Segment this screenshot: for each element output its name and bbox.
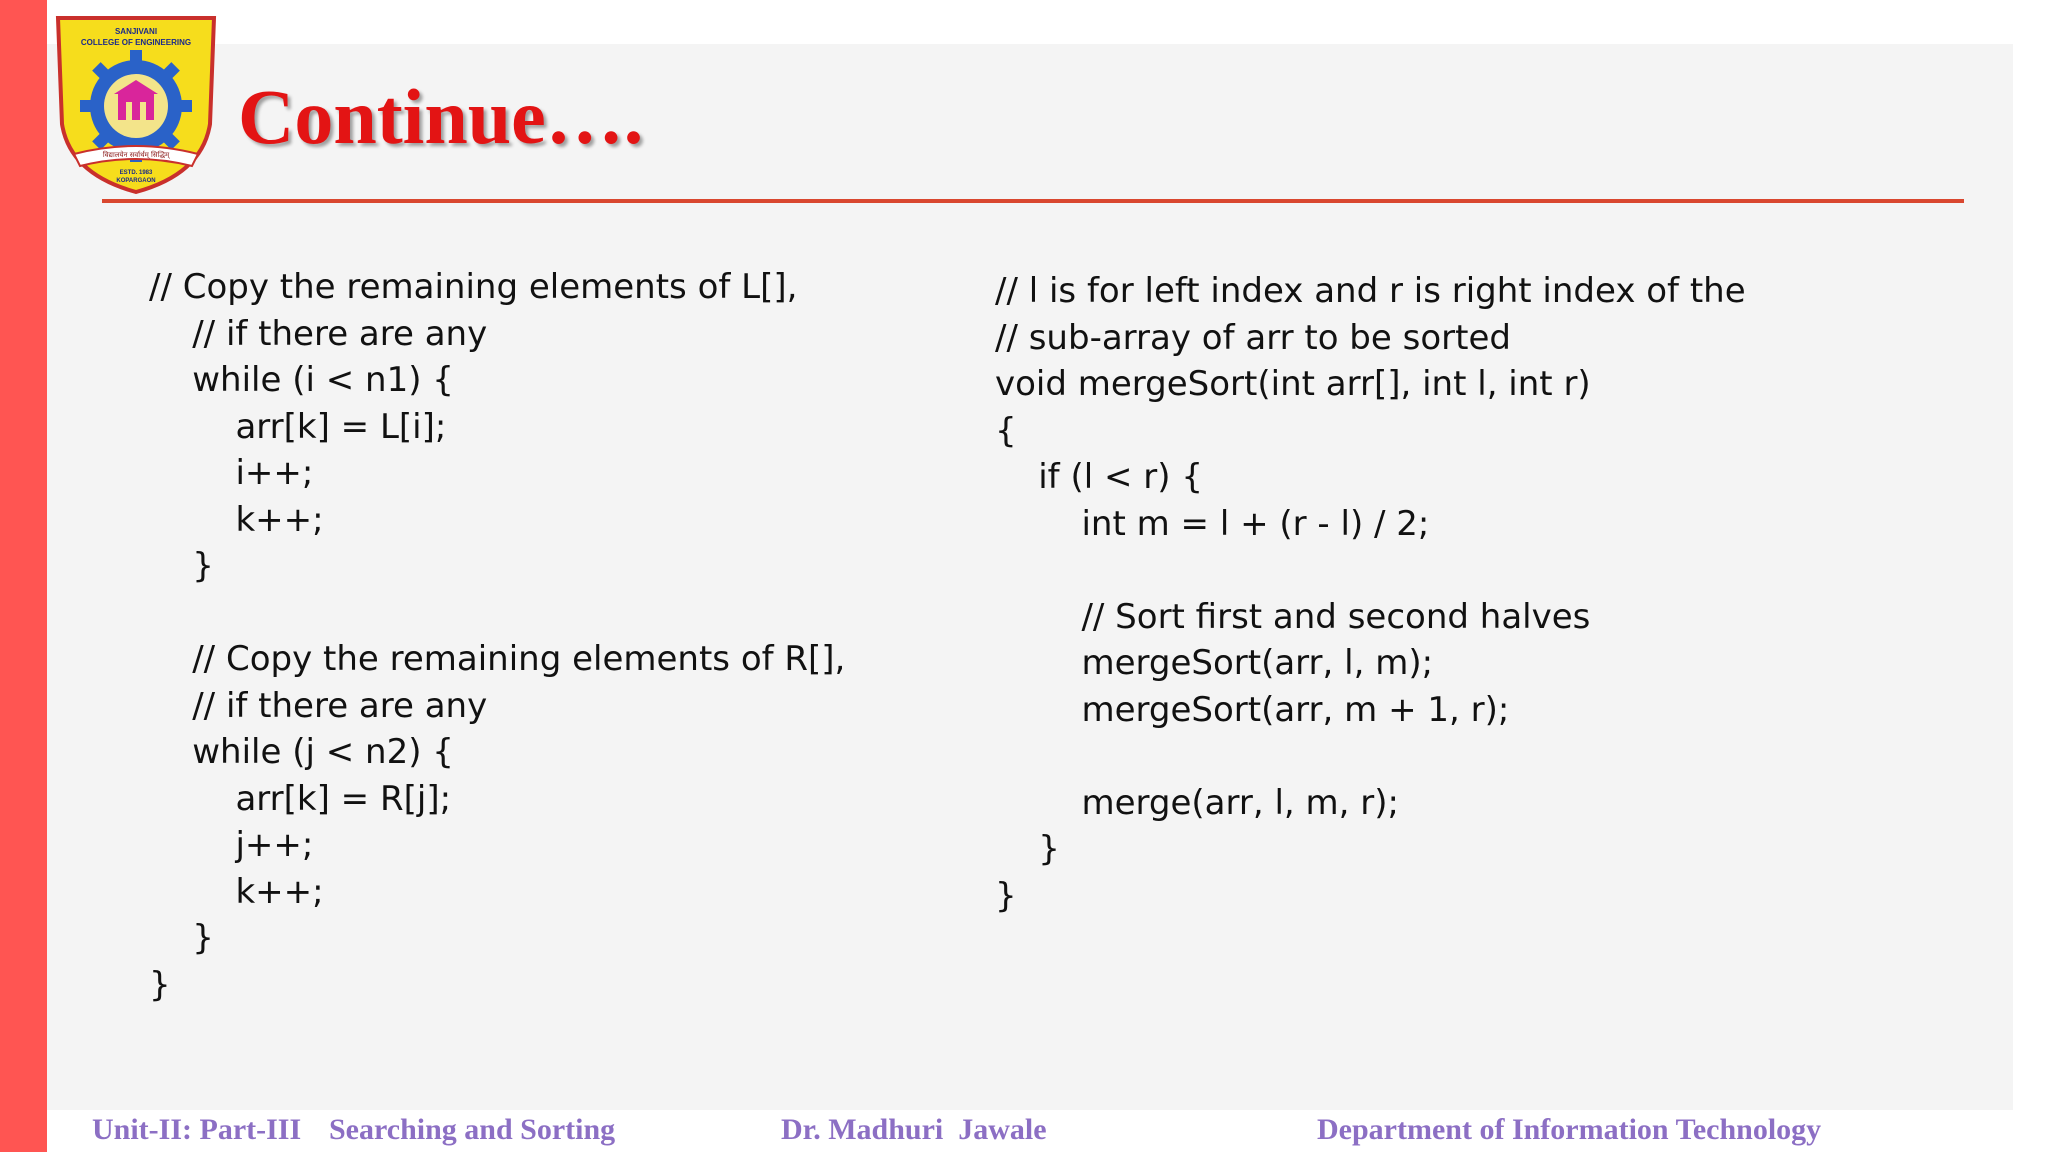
code-block-right (995, 268, 1746, 919)
footer-topic: Searching and Sorting (329, 1113, 616, 1146)
svg-text:KOPARGAON: KOPARGAON (116, 178, 156, 184)
code-line: int m = l + (r - l) / 2; (995, 503, 1430, 544)
code-line: } (149, 546, 214, 586)
code-line: { (995, 410, 1017, 451)
code-line: // if there are any (149, 313, 488, 354)
code-line: while (i < n1) { (149, 360, 454, 400)
code-line (995, 733, 1746, 780)
code-line: // Sort first and second halves (995, 596, 1591, 637)
slide-footer (0, 1110, 2048, 1152)
code-line: mergeSort(arr, m + 1, r); (995, 689, 1510, 730)
slide-title: Continue…. (238, 73, 644, 160)
code-line: } (995, 829, 1060, 869)
code-line: if (l < r) { (995, 457, 1203, 497)
left-accent-bar (0, 0, 47, 1152)
code-line (995, 547, 1746, 594)
footer-author: Dr. Madhuri Jawale (781, 1113, 1047, 1146)
code-line: } (995, 875, 1017, 916)
code-line: arr[k] = R[j]; (149, 778, 452, 819)
code-line: k++; (149, 871, 324, 912)
code-line: j++; (149, 825, 314, 865)
code-line: while (j < n2) { (149, 732, 454, 772)
svg-text:SANJIVANI: SANJIVANI (114, 27, 158, 36)
footer-unit: Unit-II: Part-III (92, 1113, 302, 1146)
code-line: // if there are any (149, 685, 488, 726)
code-line: // Copy the remaining elements of R[], (149, 639, 846, 679)
code-line: } (149, 964, 171, 1005)
code-line: i++; (149, 453, 314, 493)
code-line: // Copy the remaining elements of L[], (149, 267, 798, 307)
code-line: mergeSort(arr, l, m); (995, 643, 1434, 683)
code-line: void mergeSort(int arr[], int l, int r) (995, 364, 1591, 404)
code-line: } (149, 918, 214, 958)
code-line: merge(arr, l, m, r); (995, 782, 1399, 823)
svg-text:ESTD. 1983: ESTD. 1983 (119, 170, 153, 176)
code-line (149, 590, 845, 637)
code-line: // sub-array of arr to be sorted (995, 317, 1511, 358)
college-logo (52, 14, 220, 194)
code-line: // l is for left index and r is right index of the (995, 271, 1746, 311)
title-divider (102, 199, 1964, 203)
svg-text:COLLEGE OF ENGINEERING: COLLEGE OF ENGINEERING (80, 38, 192, 47)
svg-text:विद्यालयेन सर्वार्थम् सिद्धिम्: विद्यालयेन सर्वार्थम् सिद्धिम् (102, 151, 170, 159)
code-line: k++; (149, 499, 324, 540)
code-line: arr[k] = L[i]; (149, 406, 447, 447)
code-block-left (149, 264, 845, 1008)
footer-department: Department of Information Technology (1317, 1113, 1822, 1146)
